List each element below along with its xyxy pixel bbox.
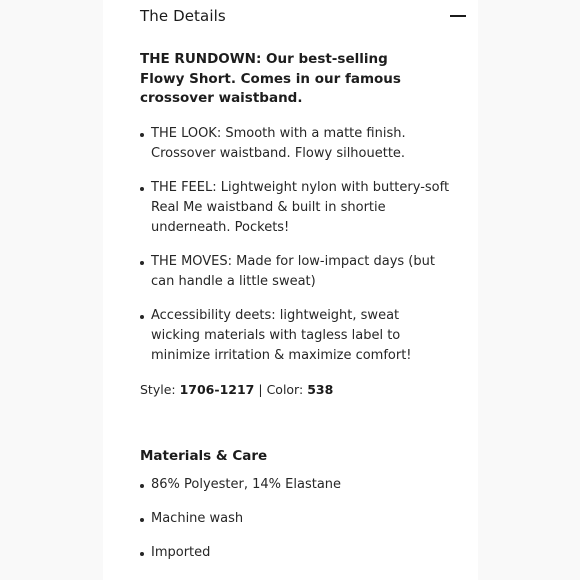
separator: |	[258, 382, 263, 397]
rundown-text: THE RUNDOWN: Our best-selling Flowy Short. Comes in our famous crossover waistband.	[140, 51, 401, 106]
left-margin	[0, 0, 103, 580]
list-item: THE MOVES: Made for low-impact days (but can handle a little sweat)	[140, 252, 450, 292]
right-margin	[478, 0, 580, 580]
style-color-line	[140, 381, 333, 399]
details-bullet-list	[140, 124, 450, 380]
style-value: 1706-1217	[179, 382, 255, 397]
list-item: 86% Polyester, 14% Elastane	[140, 475, 440, 495]
list-item: Machine wash	[140, 509, 440, 529]
list-item: Imported	[140, 543, 440, 563]
list-item: THE LOOK: Smooth with a matte finish. Crossover waistband. Flowy silhouette.	[140, 124, 450, 164]
materials-care-title: Materials & Care	[140, 448, 268, 464]
minus-icon[interactable]	[450, 8, 466, 24]
color-value: 538	[307, 382, 334, 397]
list-item: THE FEEL: Lightweight nylon with buttery-soft Real Me waistband & built in shortie underneath. Pockets!	[140, 178, 450, 238]
materials-care-list	[140, 475, 440, 577]
list-item: Accessibility deets: lightweight, sweat wicking materials with tagless label to minimize irritation & maximize comfort!	[140, 306, 450, 366]
details-accordion-header[interactable]	[140, 5, 466, 29]
details-title: The Details	[140, 7, 226, 25]
style-label: Style:	[140, 382, 176, 397]
color-label: Color:	[266, 382, 304, 397]
